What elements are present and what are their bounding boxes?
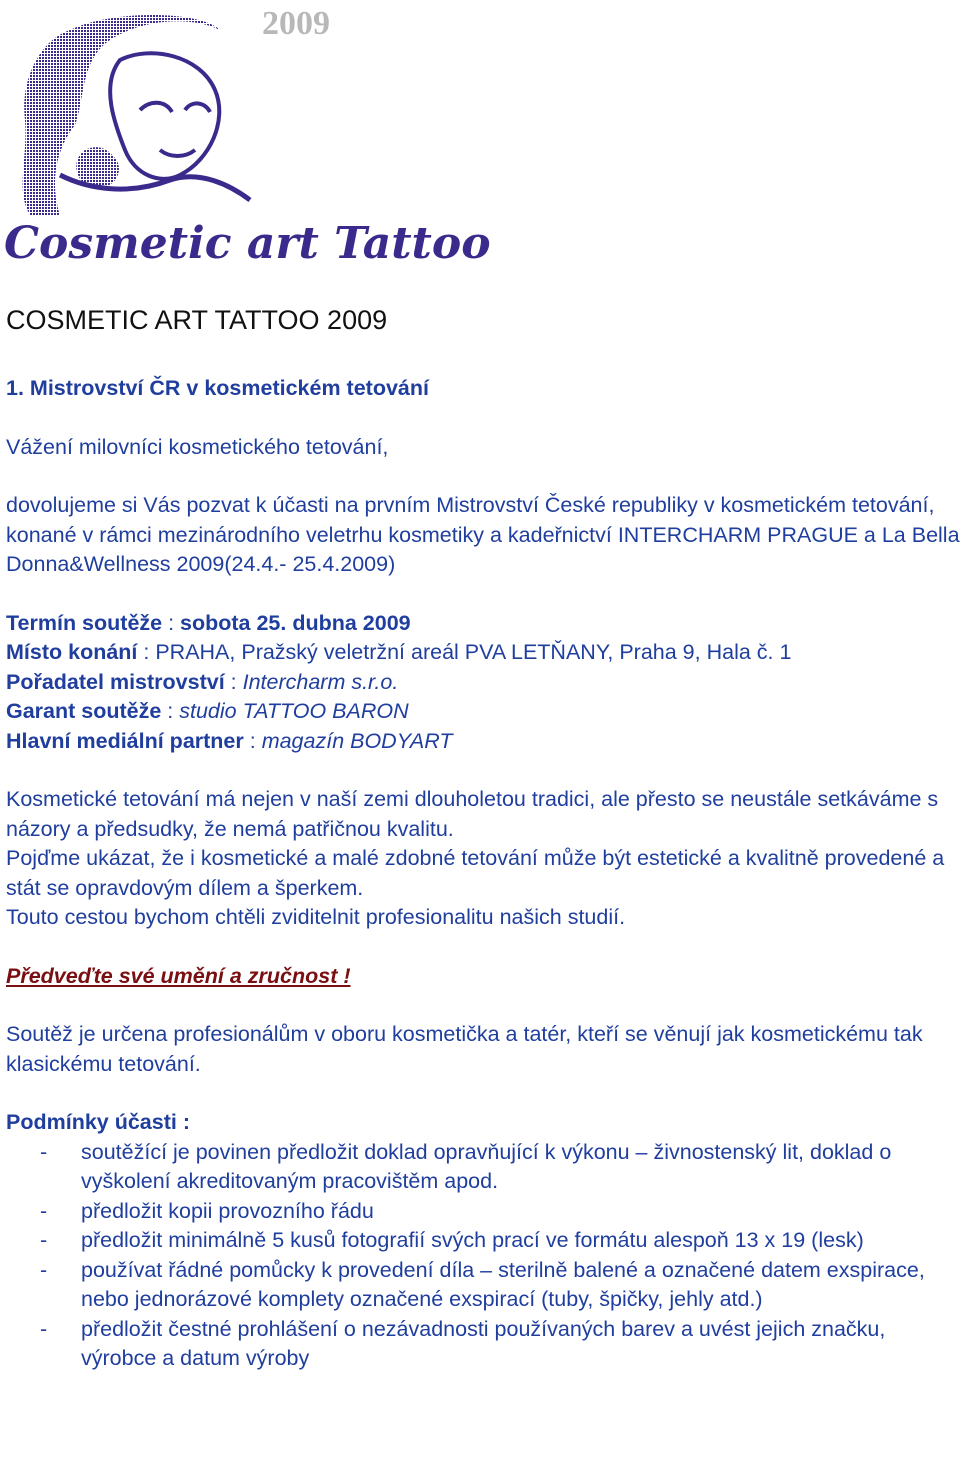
slogan: Předveďte své umění a zručnost !: [6, 963, 351, 988]
conditions-heading: Podmínky účasti :: [6, 1110, 190, 1134]
event-place-value: PRAHA, Pražský veletržní areál PVA LETŇANY, Praha 9, Hala č. 1: [155, 640, 792, 664]
cosmetic-art-tattoo-logo: [0, 0, 491, 275]
portrait-hair-icon: [23, 15, 220, 215]
logo-year: 2009: [262, 5, 330, 42]
document-body: [6, 302, 960, 1374]
event-place-label: Místo konání: [6, 640, 138, 664]
event-place: Místo konání : PRAHA, Pražský veletržní areál PVA LETŇANY, Praha 9, Hala č. 1: [6, 640, 792, 664]
body-paragraph-3: Touto cestou bychom chtěli zviditelnit profesionalitu našich studií.: [6, 905, 626, 929]
event-date: Termín soutěže : sobota 25. dubna 2009: [6, 610, 411, 635]
logo-brand-text: Cosmetic art Tattoo: [4, 218, 491, 269]
event-guarantor-value: studio TATTOO BARON: [179, 699, 409, 723]
list-item: - soutěžící je povinen předložit doklad opravňující k výkonu – živnostenský lit, doklad o vyškolení akreditovaným pracovištěm apod.: [6, 1138, 960, 1197]
event-organizer-label: Pořadatel mistrovství: [6, 669, 225, 694]
list-item: - předložit kopii provozního řádu: [6, 1197, 960, 1227]
event-guarantor: Garant soutěže : studio TATTOO BARON: [6, 699, 409, 723]
event-date-value: sobota 25. dubna 2009: [180, 610, 411, 635]
event-organizer-value: Intercharm s.r.o.: [242, 669, 399, 694]
list-item: - předložit čestné prohlášení o nezávadnosti používaných barev a uvést jejich značku, výrobce a datum výroby: [6, 1315, 960, 1374]
intro-paragraph: dovolujeme si Vás pozvat k účasti na prvním Mistrovství České republiky v kosmetickém tetování, konané v rámci mezinárodního veletrhu kosmetiky a kadeřnictví INTERCHARM PRAGUE a La Bella Donna&Wellness 2009(24.4.- 25.4.2009): [6, 493, 960, 576]
audience-paragraph: Soutěž je určena profesionálům v oboru kosmetička a tatér, kteří se věnují jak kosmetickému tak klasickému tetování.: [6, 1022, 923, 1076]
list-item: - předložit minimálně 5 kusů fotografií svých prací ve formátu alespoň 13 x 19 (lesk): [6, 1226, 960, 1256]
event-partner: Hlavní mediální partner : magazín BODYART: [6, 728, 453, 753]
championship-subtitle: 1. Mistrovství ČR v kosmetickém tetování: [6, 376, 429, 400]
list-item: - používat řádné pomůcky k provedení díla – sterilně balené a označené datem exspirace, nebo jednorázové komplety označené exspirací (tuby, špičky, jehly atd.): [6, 1256, 960, 1315]
event-organizer: Pořadatel mistrovství : Intercharm s.r.o.: [6, 669, 399, 694]
conditions-list: [6, 1138, 960, 1374]
event-partner-label: Hlavní mediální partner: [6, 728, 244, 753]
body-paragraph-1: Kosmetické tetování má nejen v naší zemi dlouholetou tradici, ale přesto se neustále setkáváme s názory a předsudky, že nemá patřičnou kvalitu.: [6, 787, 939, 841]
event-info: [6, 609, 960, 757]
event-guarantor-label: Garant soutěže: [6, 699, 162, 723]
event-partner-value: magazín BODYART: [261, 728, 453, 753]
body-paragraph-2: Pojďme ukázat, že i kosmetické a malé zdobné tetování může být estetické a kvalitně provedené a stát se opravdovým dílem a šperkem.: [6, 846, 945, 900]
greeting: Vážení milovníci kosmetického tetování,: [6, 434, 389, 459]
page-title: COSMETIC ART TATTOO 2009: [6, 305, 388, 335]
event-date-label: Termín soutěže: [6, 610, 163, 635]
portrait-face-icon: [110, 53, 219, 179]
